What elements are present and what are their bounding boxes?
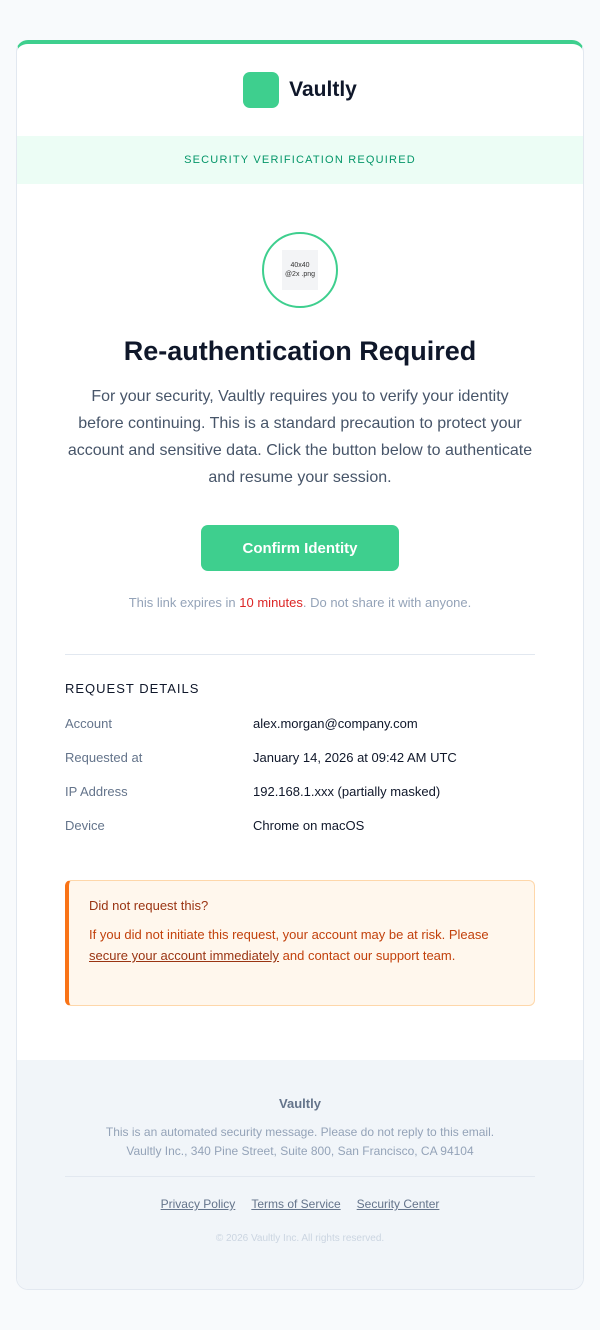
expiry-pre: This link expires in <box>128 595 240 610</box>
security-center-link[interactable]: Security Center <box>356 1197 440 1211</box>
secure-account-link[interactable]: secure your account immediately <box>89 948 280 963</box>
footer-note1: This is an automated security message. Please do not reply to this email. <box>105 1125 495 1139</box>
alert-pre: If you did not initiate this request, your account may be at risk. Please <box>89 927 489 942</box>
logo-icon <box>243 72 279 108</box>
footer-note <box>17 1123 583 1161</box>
detail-value: alex.morgan@company.com <box>253 715 418 731</box>
terms-of-service-link[interactable]: Terms of Service <box>251 1197 341 1211</box>
footer-brand: Vaultly <box>279 1096 321 1111</box>
expiry-post: . Do not share it with anyone. <box>302 595 472 610</box>
detail-label: Device <box>65 817 105 833</box>
detail-label: Account <box>65 715 112 731</box>
confirm-identity-button[interactable]: Confirm Identity <box>201 525 399 571</box>
footer <box>17 1060 583 1289</box>
email-card <box>16 40 584 1290</box>
icon-line1: 40x40 <box>290 262 310 269</box>
page-title: Re-authentication Required <box>123 336 477 366</box>
detail-row <box>65 706 535 740</box>
detail-value: 192.168.1.xxx (partially masked) <box>253 783 441 799</box>
header <box>17 44 583 136</box>
footer-address: Vaultly Inc., 340 Pine Street, Suite 800, San Francisco, CA 94104 <box>126 1144 474 1158</box>
alert-post: and contact our support team. <box>279 948 456 963</box>
intro-text: For your security, Vaultly requires you to verify your identity before continuing. This is a standard precaution to protect your account and sensitive data. Click the button below to authenticate and resume your session. <box>67 388 533 486</box>
detail-row <box>65 740 535 774</box>
expiry-time: 10 minutes <box>239 595 303 610</box>
shield-icon <box>262 232 338 308</box>
brand-name: Vaultly <box>289 78 357 101</box>
detail-label: Requested at <box>65 749 143 765</box>
detail-row <box>65 774 535 808</box>
copyright: © 2026 Vaultly Inc. All rights reserved. <box>215 1233 385 1244</box>
warning-alert <box>65 880 535 1006</box>
detail-value: Chrome on macOS <box>253 817 365 833</box>
security-banner: SECURITY VERIFICATION REQUIRED <box>17 136 583 184</box>
detail-value: January 14, 2026 at 09:42 AM UTC <box>253 749 457 765</box>
detail-label: IP Address <box>65 783 128 799</box>
alert-title: Did not request this? <box>89 898 209 913</box>
details-title: REQUEST DETAILS <box>65 681 200 696</box>
request-details <box>65 681 535 842</box>
icon-line2: @2x .png <box>284 271 316 278</box>
alert-body <box>89 924 514 966</box>
footer-links <box>17 1197 583 1211</box>
footer-divider <box>65 1176 535 1177</box>
icon-placeholder <box>282 250 318 290</box>
expiry-text <box>17 595 583 610</box>
privacy-policy-link[interactable]: Privacy Policy <box>160 1197 236 1211</box>
divider <box>65 654 535 655</box>
detail-row <box>65 808 535 842</box>
